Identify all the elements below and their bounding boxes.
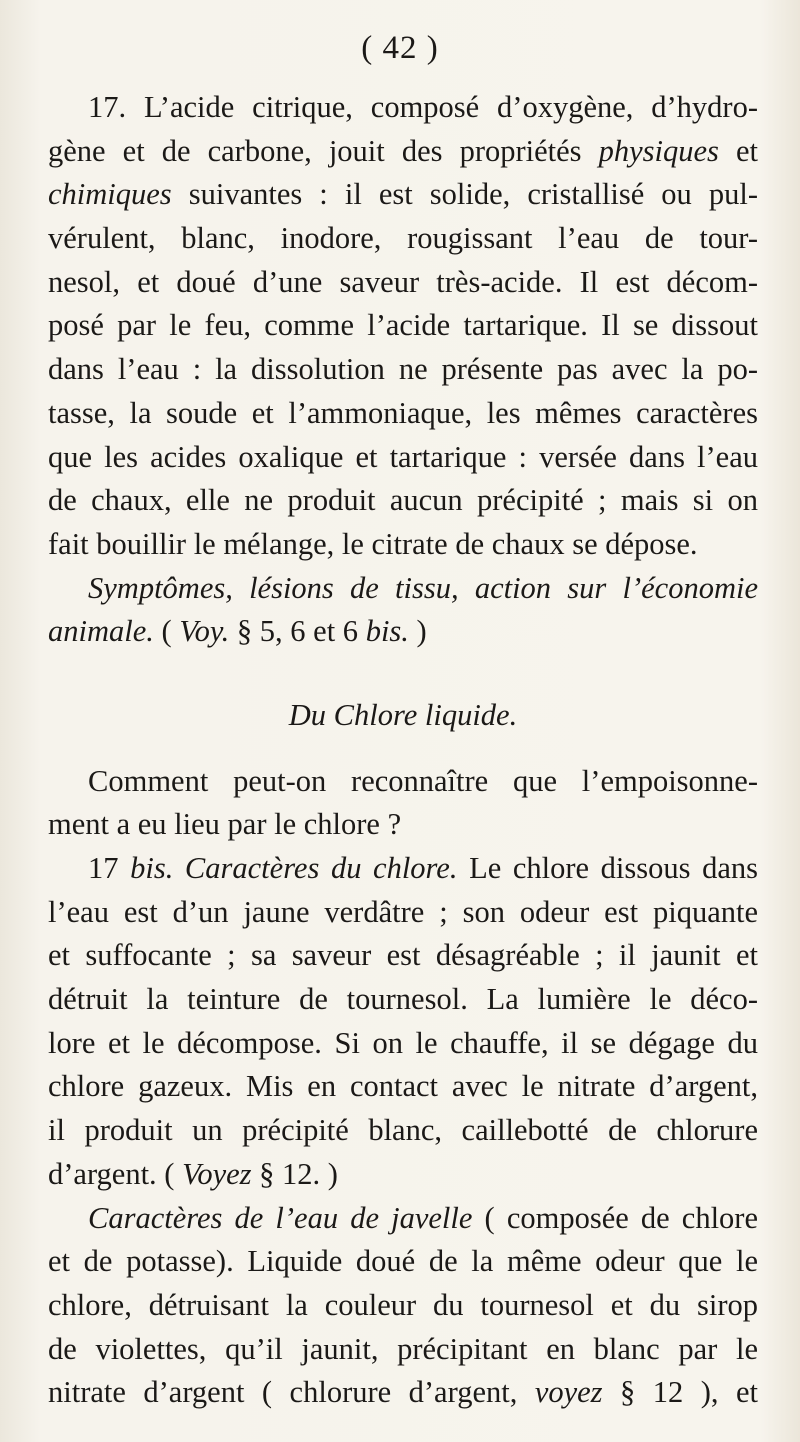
text-line: nesol, et doué d’une saveur très-acide. Il est décom- xyxy=(48,264,758,299)
paragraph-chlore xyxy=(48,847,758,1197)
italic-run: Symptômes, lésions de tissu, action sur l’économie xyxy=(88,570,758,605)
italic-run: voyez xyxy=(534,1375,603,1410)
italic-run: Caractères de l’eau de javelle xyxy=(88,1200,473,1235)
text-line: chimiques suivantes : il est solide, cristallisé ou pul- xyxy=(48,177,758,212)
text-line: détruit la teinture de tournesol. La lumière le déco- xyxy=(48,982,758,1017)
text-line: que les acides oxalique et tartarique : versée dans l’eau xyxy=(48,439,758,474)
text-line: Comment peut-on reconnaître que l’empoisonne- xyxy=(88,763,758,798)
text-line: animale. ( Voy. § 5, 6 et 6 bis. ) xyxy=(48,614,427,649)
italic-run: animale. xyxy=(48,614,154,649)
paragraph-symptomes xyxy=(48,567,758,654)
italic-run: Voy. xyxy=(179,614,230,649)
text-line: Caractères de l’eau de javelle ( composée de chlore xyxy=(88,1200,759,1235)
text-line: 17. L’acide citrique, composé d’oxygène, d’hydro- xyxy=(88,90,758,124)
text-line: gène et de carbone, jouit des propriétés physiques et xyxy=(48,133,758,168)
italic-run: Voyez xyxy=(182,1156,252,1191)
text-line: il produit un précipité blanc, caillebotté de chlorure xyxy=(48,1113,758,1148)
text-line: fait bouillir le mélange, le citrate de chaux se dépose. xyxy=(48,526,698,561)
italic-run: bis. Caractères du chlore. xyxy=(130,851,458,885)
text-line xyxy=(48,567,758,611)
paragraph-question xyxy=(48,760,758,847)
text-line: ment a eu lieu par le chlore ? xyxy=(48,807,402,842)
text-line: et de potasse). Liquide doué de la même odeur que le xyxy=(48,1244,758,1279)
text-line: tasse, la soude et l’ammoniaque, les mêmes caractères xyxy=(48,395,758,430)
page-number: ( 42 ) xyxy=(361,30,439,66)
text-line: posé par le feu, comme l’acide tartarique. Il se dissout xyxy=(48,308,758,343)
italic-run: bis. xyxy=(365,614,409,649)
text-line: l’eau est d’un jaune verdâtre ; son odeur est piquante xyxy=(48,894,758,929)
text-line: chlore gazeux. Mis en contact avec le nitrate d’argent, xyxy=(48,1069,758,1104)
paragraph-eau-de-javelle xyxy=(48,1197,758,1415)
paragraph-acide-citrique xyxy=(48,86,758,567)
text-line: 17 bis. Caractères du chlore. Le chlore dissous dans xyxy=(88,851,758,885)
section-heading: Du Chlore liquide. xyxy=(288,697,518,732)
text-line: chlore, détruisant la couleur du tournesol et du sirop xyxy=(48,1287,758,1322)
text-line: d’argent. ( Voyez § 12. ) xyxy=(48,1156,338,1191)
text-line: de violettes, qu’il jaunit, précipitant en blanc par le xyxy=(48,1331,758,1366)
text-line: vérulent, blanc, inodore, rougissant l’eau de tour- xyxy=(48,221,758,256)
text-line: lore et le décompose. Si on le chauffe, il se dégage du xyxy=(48,1025,758,1060)
page-body xyxy=(48,86,758,1415)
text-line: nitrate d’argent ( chlorure d’argent, voyez § 12 ), et xyxy=(48,1375,758,1410)
text-line: et suffocante ; sa saveur est désagréable ; il jaunit et xyxy=(48,938,758,973)
text-line: dans l’eau : la dissolution ne présente pas avec la po- xyxy=(48,352,758,387)
italic-run: chimiques xyxy=(48,177,172,212)
italic-run: physiques xyxy=(598,133,719,168)
text-line: de chaux, elle ne produit aucun précipité ; mais si on xyxy=(48,483,758,518)
